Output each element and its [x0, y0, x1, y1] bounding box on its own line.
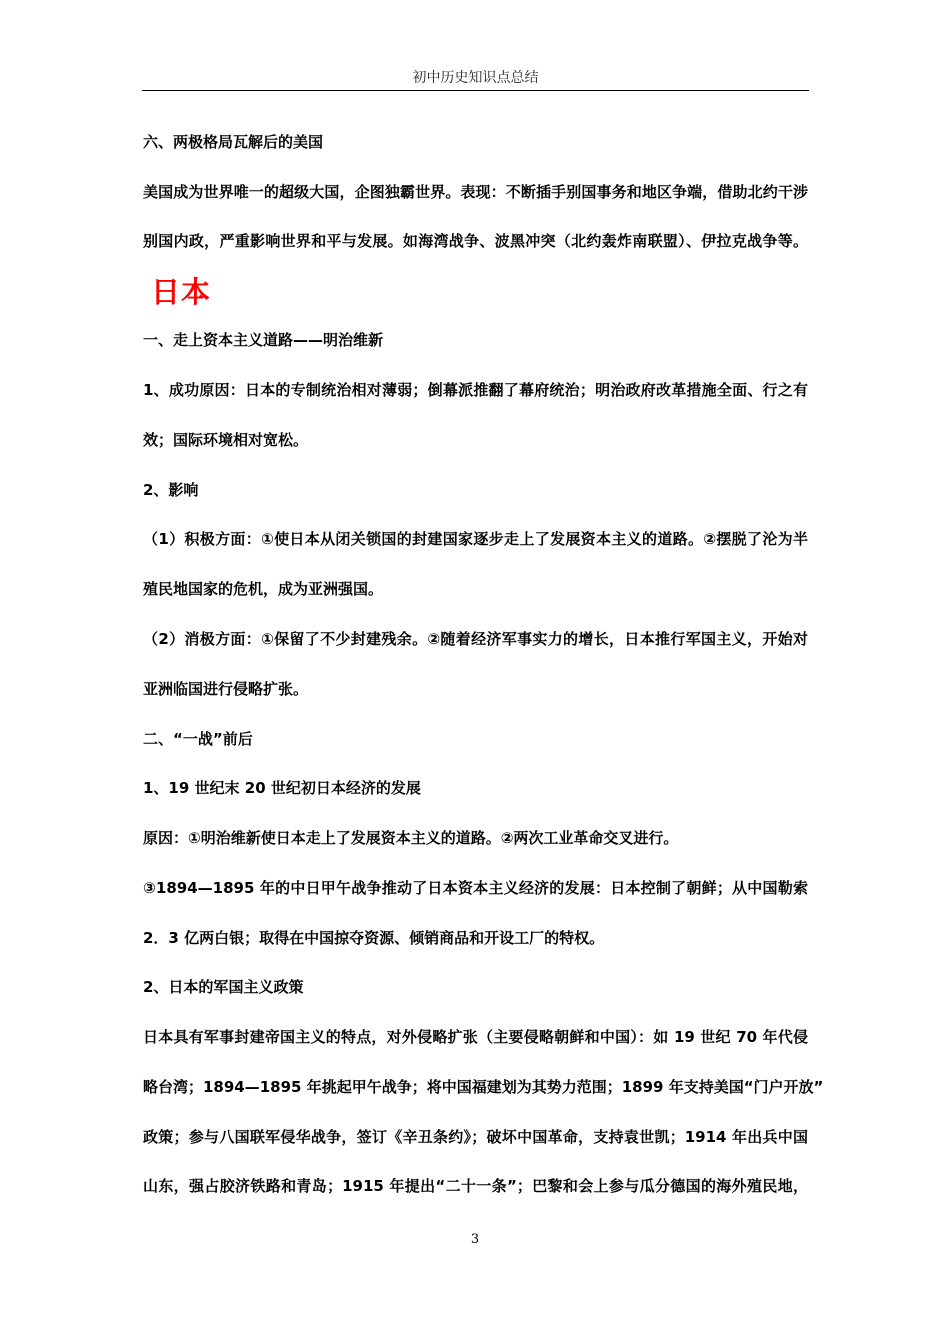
- paragraph-line: 2．3 亿两白银；取得在中国掠夺资源、倾销商品和开设工厂的特权。: [143, 929, 605, 947]
- paragraph-line: 日本具有军事封建帝国主义的特点，对外侵略扩张（主要侵略朝鲜和中国）：如 19 世纪 70 年代侵: [143, 1028, 808, 1046]
- paragraph-line: 略台湾；1894—1895 年挑起甲午战争；将中国福建划为其势力范围；1899 年支持美国“门户开放”: [143, 1078, 824, 1096]
- paragraph-line: 别国内政，严重影响世界和平与发展。如海湾战争、波黑冲突（北约轰炸南联盟）、伊拉克战争等。: [143, 232, 808, 250]
- paragraph-line: 政策；参与八国联军侵华战争，签订《辛丑条约》；破坏中国革命，支持袁世凯；1914 年出兵中国: [143, 1128, 808, 1146]
- paragraph-line: 1、成功原因：日本的专制统治相对薄弱；倒幕派推翻了幕府统治；明治政府改革措施全面、行之有: [143, 381, 808, 399]
- paragraph-line: 殖民地国家的危机，成为亚洲强国。: [143, 580, 384, 598]
- page-number: 3: [470, 1232, 480, 1247]
- paragraph-line: 亚洲临国进行侵略扩张。: [143, 680, 309, 698]
- paragraph-line: 效；国际环境相对宽松。: [143, 431, 309, 449]
- page-header: 初中历史知识点总结: [142, 66, 809, 91]
- paragraph-line: 原因：①明治维新使日本走上了发展资本主义的道路。②两次工业革命交叉进行。: [143, 829, 679, 847]
- section-heading-us-after-bipolar: 六、两极格局瓦解后的美国: [143, 133, 324, 151]
- paragraph-line: ③1894—1895 年的中日甲午战争推动了日本资本主义经济的发展：日本控制了朝鲜；从中国勒索: [143, 879, 808, 897]
- subheading-influence: 2、影响: [143, 481, 199, 499]
- paragraph-line: 山东，强占胶济铁路和青岛；1915 年提出“二十一条”；巴黎和会上参与瓜分德国的海外殖民地，: [143, 1177, 808, 1195]
- subheading-militarism: 2、日本的军国主义政策: [143, 978, 304, 996]
- paragraph-line: （1）积极方面：①使日本从闭关锁国的封建国家逐步走上了发展资本主义的道路。②摆脱了沦为半: [143, 530, 808, 548]
- section-heading-wwi: 二、“一战”前后: [143, 730, 253, 748]
- paragraph-line: 美国成为世界唯一的超级大国，企图独霸世界。表现：不断插手别国事务和地区争端，借助北约干涉: [143, 183, 808, 201]
- subheading-economy: 1、19 世纪末 20 世纪初日本经济的发展: [143, 779, 421, 797]
- paragraph-line: （2）消极方面：①保留了不少封建残余。②随着经济军事实力的增长，日本推行军国主义，开始对: [143, 630, 808, 648]
- chapter-title-japan: 日本: [151, 275, 212, 309]
- section-heading-meiji: 一、走上资本主义道路——明治维新: [143, 331, 384, 349]
